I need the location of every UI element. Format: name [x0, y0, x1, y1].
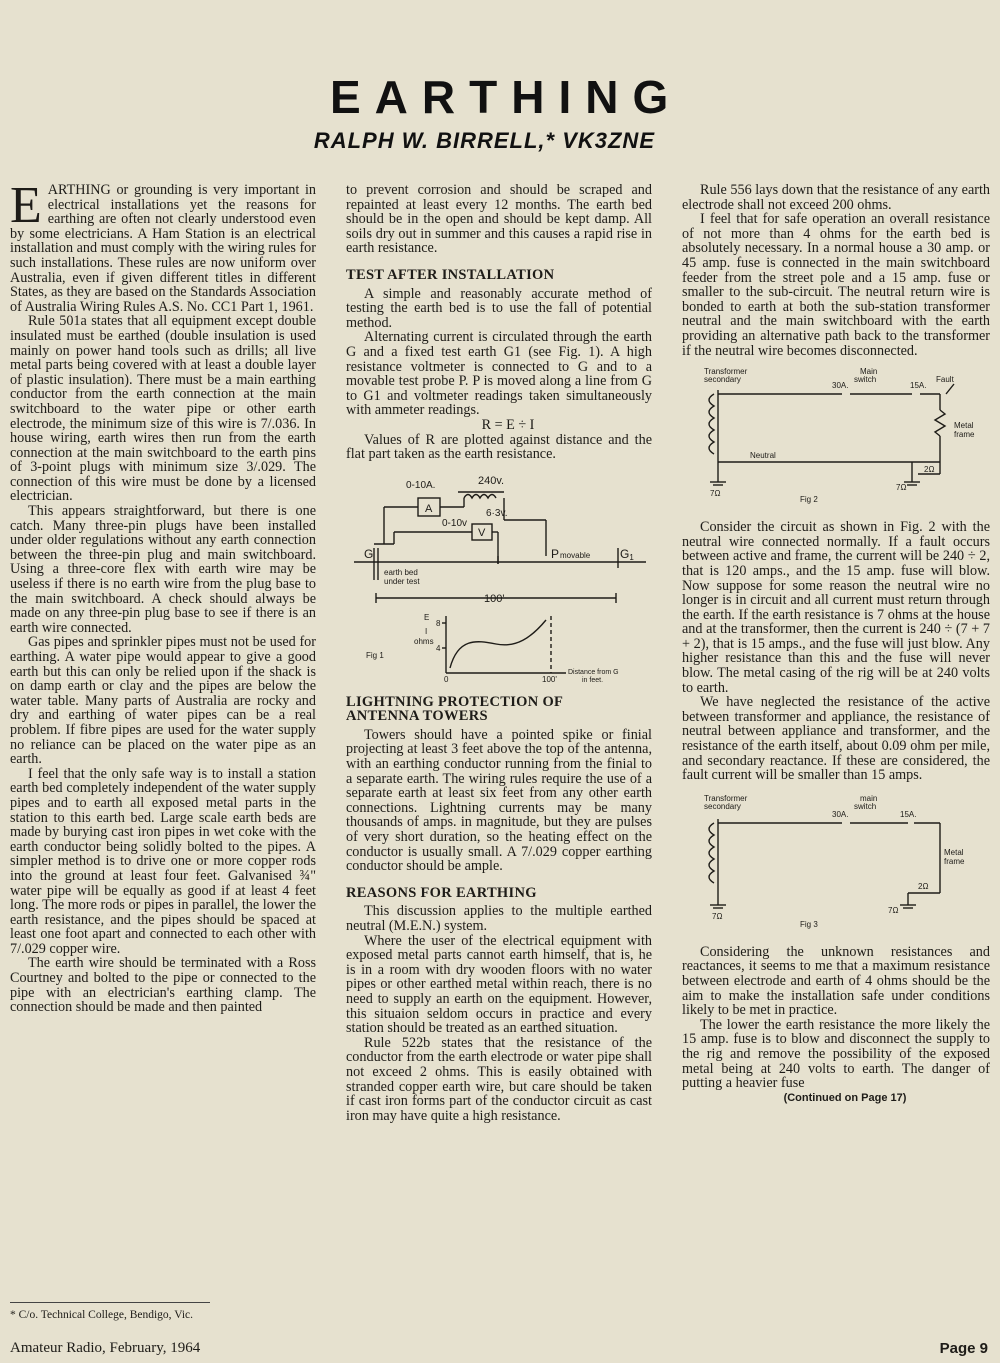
fig1-voltmeter-label: 0-10v	[442, 517, 468, 529]
column-3	[682, 183, 990, 1105]
fig1-ohms-label: ohms	[414, 636, 434, 646]
section-heading-reasons: REASONS FOR EARTHING	[346, 884, 537, 901]
paragraph: This discussion applies to the multiple earthed neutral (M.E.N.) system.	[346, 903, 652, 934]
fig3-transformer-label: Transformer	[704, 793, 748, 803]
fig2-r2-label: 2Ω	[924, 465, 935, 475]
fig3-r2-label: 2Ω	[918, 881, 929, 891]
fig1-y8-label: 8	[436, 618, 441, 628]
continued-note: (Continued on Page 17)	[783, 1091, 907, 1104]
paragraph: The earth wire should be terminated with a Ross Courtney and bolted to the pipe or connected to the pipe with an electrician's earthing clamp. The connection should be made and then painted	[10, 955, 316, 1016]
paragraph-text: ARTHING or grounding is very important in electrical installations yet the reasons for earthing are often not clearly understood even by some electricians. A Ham Station is an electrical installation and must comply with the wiring rules for such installations. These rules are now uniform over Australia, even if given different titles in different States, as they are based on the Standards Association of Australia Wiring Rules A.S. No. CC1 Part 1, 1961.	[10, 182, 316, 315]
fig3-switch-label: switch	[854, 801, 877, 811]
fig2-transformer-label-2: secondary	[704, 375, 741, 385]
paragraph	[10, 177, 316, 315]
fig3-transformer-label-2: secondary	[704, 801, 741, 811]
equation: R = E ÷ I	[481, 416, 535, 433]
fig2-figure-label: Fig 2	[800, 495, 818, 505]
fig1-v-symbol: V	[478, 526, 486, 539]
fig2-switch-label: switch	[854, 375, 877, 385]
article-title: EARTHING	[330, 71, 683, 123]
paragraph: We have neglected the resistance of the active between transformer and appliance, the resistance of neutral between appliance and transformer, and the resistance of the earth itself, about 0.09 ohm per mile, and secondary reactance. If these are considered, the fault current will be smaller than 15 amps.	[682, 694, 990, 784]
fig2-r7b-label: 7Ω	[896, 483, 907, 493]
footnote-rule	[10, 1302, 210, 1303]
column-1	[10, 177, 316, 1016]
section-heading-test: TEST AFTER INSTALLATION	[346, 266, 555, 283]
drop-cap: E	[10, 177, 42, 234]
paragraph: This appears straightforward, but there is one catch. Many three-pin plugs have been installed under older regulations without any earth connection between the three-pin plug and main switchboard. Using a three-core flex with earth wire may be useless if there is no earth wire from the plug base to the main switchboard. A check should always be made on any three-pin plug base to see if there is an earth wire connected.	[10, 503, 316, 636]
page-number: Page 9	[939, 1340, 988, 1357]
paragraph: Rule 522b states that the resistance of the conductor from the earth electrode or water pipe shall not exceed 2 ohms. This is easily obtained with stranded copper earth wire, but care should be taken if cast iron forms part of the conductor circuit as cast iron may have quite a high resistance.	[346, 1034, 652, 1124]
fig2-fault-label: Fault	[936, 375, 954, 385]
fig1-xlabel-2: in feet.	[582, 676, 604, 683]
fig1-earthbed-label-2: under test	[384, 576, 420, 586]
fig3-fuse15-label: 15A.	[900, 809, 917, 819]
fig1-a-symbol: A	[425, 502, 433, 515]
paragraph: A simple and reasonably accurate method of testing the earth bed is to use the fall of potential method.	[346, 285, 652, 331]
fig1-i-label: I	[425, 626, 428, 636]
fig1-p-label: P	[551, 546, 560, 561]
fig2-neutral-label: Neutral	[750, 451, 776, 461]
fig1-e-label: E	[424, 612, 430, 622]
fig3-fuse30-label: 30A.	[832, 809, 849, 819]
fig1-y4-label: 4	[436, 643, 441, 653]
paragraph: I feel that for safe operation an overall resistance of not more than 4 ohms for the earth bed is absolutely necessary. In a normal house a 30 amp. or 45 amp. fuse is connected in the main switchboard feeder from the street pole and a 15 amp. fuse or smaller to the sub-circuit. The neutral return wire is bonded to earth at both the sub-station transformer neutral and the main switchboard with the earth providing an alternative path back to the transformer if the neutral wire becomes disconnected.	[682, 211, 990, 359]
paragraph: Values of R are plotted against distance and the flat part taken as the earth resistance.	[346, 431, 652, 463]
article-byline: RALPH W. BIRRELL,* VK3ZNE	[313, 128, 655, 153]
figure-1	[346, 468, 652, 683]
section-heading-lightning-2: ANTENNA TOWERS	[346, 708, 488, 725]
figure-2	[682, 364, 990, 514]
fig1-filament-label: 6·3v.	[486, 507, 508, 519]
section-heading-lightning: LIGHTNING PROTECTION OF	[346, 693, 564, 710]
paragraph: Consider the circuit as shown in Fig. 2 with the neutral wire connected normally. If a fault occurs between active and frame, the current will be 240 ÷ 2, that is 120 amps., and the 15 amp. fuse will blow. Now suppose for some reason the neutral wire no longer is in circuit and all current must return through the earth. If the earth resistance is 7 ohms at the house and at the transformer, then the current is 240 ÷ (7 + 7 + 2), that is 15 amps., and the fuse will just blow. Any higher resistance than this and the fuse will never blow. The metal casing of the rig will be at 240 volts to earth.	[682, 519, 990, 696]
paragraph: Rule 556 lays down that the resistance of any earth electrode shall not exceed 200 ohms.	[682, 182, 990, 213]
fig3-metal-label: Metal	[944, 847, 964, 857]
footnote: * C/o. Technical College, Bendigo, Vic.	[10, 1309, 194, 1321]
fig2-main-label: Main	[860, 367, 878, 377]
fig1-movable-label: movable	[560, 550, 591, 560]
fig2-r7a-label: 7Ω	[710, 489, 721, 499]
fig2-fuse30-label: 30A.	[832, 381, 849, 391]
fig2-frame-label: frame	[954, 430, 975, 440]
fig3-figure-label: Fig 3	[800, 919, 818, 929]
fig1-x100-label: 100'	[542, 674, 557, 683]
paragraph: Alternating current is circulated through the earth G and a fixed test earth G1 (see Fig. 1). A high resistance voltmeter is connected to G and to a movable test probe P. P is moved along a line from G to G1 and voltmeter readings taken simultaneously with ammeter readings.	[346, 329, 652, 419]
fig3-r7b-label: 7Ω	[888, 905, 899, 915]
paragraph: to prevent corrosion and should be scraped and repainted at least every 12 months. The earth bed should be in the open and should be kept damp. All soils dry out in summer and this causes a rapid rise in earth resistance.	[346, 182, 652, 257]
fig1-g-label: G	[364, 546, 374, 561]
paragraph: The lower the earth resistance the more likely the 15 amp. fuse is to blow and disconnect the supply to the rig and remove the possibility of the exposed metal being at 240 volts to earth. The danger of putting a heavier fuse	[682, 1016, 990, 1092]
fig1-g1-label: G1	[620, 546, 634, 562]
fig1-supply-label: 240v.	[478, 474, 505, 487]
fig1-earthbed-label: earth bed	[384, 567, 418, 577]
fig1-distance-label: 100'	[484, 592, 505, 605]
fig1-ammeter-label: 0-10A.	[406, 479, 436, 491]
paragraph: Rule 501a states that all equipment except double insulated must be earthed (double insulation is used mainly on power hand tools such as drills; all live metal parts being covered with at least a double layer of plastic insulation). There must be a main earthing conductor from the earth connection at the main switchboard to the water pipe or other earth electrode, the minimum size of this wire is 7/.036. In house wiring, earth wires then run from the earth connection at the main switchboard to the earth pins of 3-point plugs with minimum size 3/.029. The connection of this wire must be done by a licensed electrician.	[10, 313, 316, 505]
figure-3	[682, 789, 990, 939]
paragraph: Towers should have a pointed spike or finial projecting at least 3 feet above the top of the antenna, with an earthing conductor running from the finial to a separate earth. The wiring rules require the use of a separate earth at least six feet from any other earth connections. Lightning currents may be many thousands of amps. in magnitude, but they are pulses of very short duration, so the heating effect on the conductor is usually small. A 7/.029 copper earthing conductor should be ample.	[346, 726, 652, 875]
paragraph: Considering the unknown resistances and reactances, it seems to me that a maximum resistance between electrode and earth of 4 ohms should be the aim to make the installation safe under conditions likely to be met in practice.	[682, 943, 990, 1019]
fig2-metal-label: Metal	[954, 421, 974, 431]
fig2-fuse15-label: 15A.	[910, 381, 927, 391]
column-2	[346, 183, 652, 1123]
paragraph: Gas pipes and sprinkler pipes must not be used for earthing. A water pipe would appear to give a good earth but this can only be relied upon if the shack is on damp earth or clay and the pipes are below the water table. Many parts of Australia are rocky and dry and earthing of water pipes can be a real problem. If fibre pipes are used for the water supply no reliance can be placed on the water pipe as an earth.	[10, 634, 316, 768]
fig1-xlabel: Distance from G	[568, 668, 619, 676]
publication-footer: Amateur Radio, February, 1964	[10, 1340, 201, 1356]
fig1-figure-label: Fig 1	[366, 650, 384, 660]
fig2-transformer-label: Transformer	[704, 367, 748, 377]
fig3-frame-label: frame	[944, 856, 965, 866]
fig1-x0-label: 0	[444, 674, 449, 683]
paragraph: Where the user of the electrical equipment with exposed metal parts cannot earth himself, that is, he is in a room with dry wooden floors with no water pipes or other earthed metal within reach, there is no need to supply an earth on the equipment. However, this situaion seldom occurs in practice and every station should be treated as an earthed situation.	[346, 932, 652, 1037]
fig3-r7a-label: 7Ω	[712, 911, 723, 921]
fig3-main-label: main	[860, 793, 878, 803]
paragraph: I feel that the only safe way is to install a station earth bed completely independent of the water supply pipes and to earth all exposed metal parts in the station to this earth bed. Large scale earth beds are made by burying cast iron pipes in wet coke with the earth conductor being solidly bolted to the pipes. A simpler method is to drive one or more copper rods into the ground at least four feet. Galvanised ¾" water pipe will be equally as good if at least 4 feet long. The more rods or pipes in parallel, the lower the earth resistance, and the pipes should be spaced at least one foot apart and connected to each other with 7/.029 copper wire.	[10, 765, 316, 957]
